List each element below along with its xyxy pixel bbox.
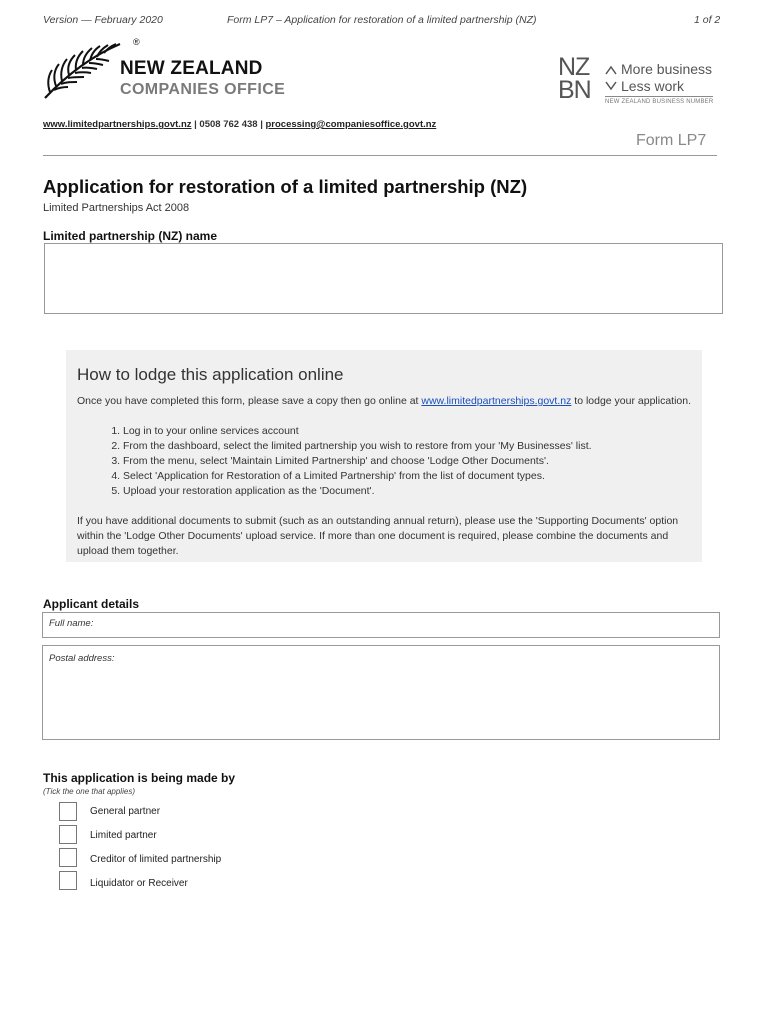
contact-line	[43, 119, 436, 130]
fern-logo-icon	[42, 36, 122, 102]
list-item: 3. From the menu, select 'Maintain Limited Partnership' and choose 'Lodge Other Documents'.	[123, 454, 592, 469]
full-name-label: Full name:	[49, 618, 94, 629]
form-reference-header: Form LP7 – Application for restoration of a limited partnership (NZ)	[227, 14, 537, 26]
general-partner-checkbox[interactable]	[59, 802, 77, 821]
up-down-chevron-icon	[604, 62, 618, 94]
general-partner-label: General partner	[90, 806, 161, 817]
limited-partner-label: Limited partner	[90, 830, 157, 841]
creditor-label: Creditor of limited partnership	[90, 854, 222, 865]
lodge-website-link[interactable]: www.limitedpartnerships.govt.nz	[421, 395, 572, 407]
list-item: 4. Select 'Application for Restoration of a Limited Partnership' from the list of document types.	[123, 469, 592, 484]
liquidator-label: Liquidator or Receiver	[90, 878, 188, 889]
postal-address-label: Postal address:	[49, 653, 115, 664]
full-name-field[interactable]	[42, 612, 720, 638]
website-link[interactable]: www.limitedpartnerships.govt.nz	[43, 119, 192, 130]
nzbn-caption: NEW ZEALAND BUSINESS NUMBER	[605, 99, 714, 105]
list-item: 5. Upload your restoration application as the 'Document'.	[123, 484, 592, 499]
logo-title: NEW ZEALAND	[120, 58, 263, 79]
nzbn-logo	[558, 53, 591, 104]
intro-text-end: to lodge your application.	[571, 395, 692, 407]
nzbn-divider	[605, 96, 713, 97]
how-to-heading: How to lodge this application online	[77, 365, 344, 384]
how-to-intro	[77, 394, 692, 409]
registered-mark: ®	[133, 37, 140, 47]
page-title: Application for restoration of a limited partnership (NZ)	[43, 176, 528, 197]
page-number: 1 of 2	[694, 14, 721, 26]
liquidator-checkbox[interactable]	[59, 871, 77, 890]
postal-address-field[interactable]	[42, 645, 720, 740]
nzbn-tagline-2: Less work	[621, 78, 685, 94]
nzbn-letters-bottom: BN	[558, 76, 591, 104]
limited-partner-checkbox[interactable]	[59, 825, 77, 844]
logo-subtitle: COMPANIES OFFICE	[120, 81, 286, 98]
version-label: Version — February 2020	[43, 14, 163, 26]
tick-instruction: (Tick the one that applies)	[43, 787, 135, 796]
form-id: Form LP7	[636, 132, 707, 149]
how-to-lodge-panel	[66, 350, 702, 562]
phone-text: | 0508 762 438 |	[191, 119, 266, 130]
applicant-details-heading: Applicant details	[43, 597, 140, 611]
list-item: 2. From the dashboard, select the limited partnership you wish to restore from your 'My Businesses' list.	[123, 439, 592, 454]
partnership-name-label: Limited partnership (NZ) name	[43, 229, 218, 243]
act-reference: Limited Partnerships Act 2008	[43, 202, 190, 214]
additional-docs-note: If you have additional documents to submit (such as an outstanding annual return), please use the 'Supporting Documents' option within the 'Lodge Other Documents' upload service. If more than one document is required, please combine the documents and upload them together.	[77, 515, 679, 557]
email-link[interactable]: processing@companiesoffice.govt.nz	[265, 119, 437, 130]
list-item: 1. Log in to your online services account	[123, 424, 592, 439]
intro-text: Once you have completed this form, please save a copy then go online at	[77, 395, 422, 407]
creditor-checkbox[interactable]	[59, 848, 77, 867]
header-divider	[43, 155, 717, 156]
nzbn-tagline-1: More business	[621, 61, 713, 77]
nzbn-letters-top: NZ	[558, 53, 590, 81]
partnership-name-field[interactable]	[44, 243, 723, 314]
steps-list	[98, 424, 592, 499]
made-by-heading: This application is being made by	[43, 771, 236, 785]
